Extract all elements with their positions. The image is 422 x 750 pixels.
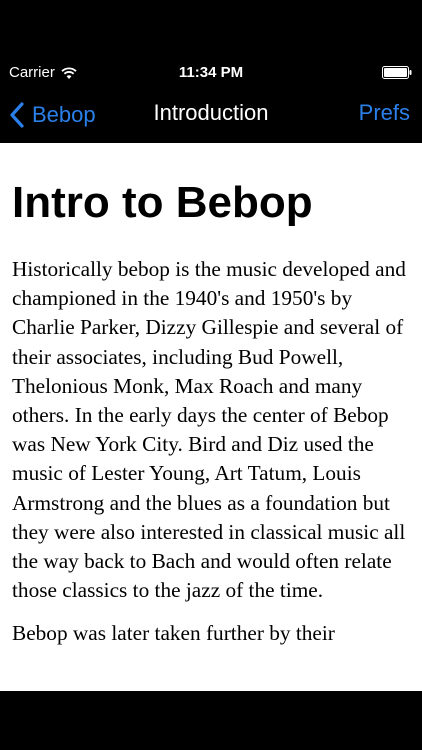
bottom-bar	[0, 691, 422, 750]
carrier-label: Carrier	[9, 64, 55, 81]
chevron-left-icon	[10, 102, 24, 128]
back-button-label: Bebop	[32, 102, 96, 127]
article-title: Intro to Bebop	[12, 178, 313, 227]
prefs-button[interactable]: Prefs	[358, 100, 410, 125]
nav-title: Introduction	[153, 100, 269, 125]
article-paragraph: Bebop was later taken further by their	[12, 621, 335, 646]
navigation-bar	[0, 88, 422, 142]
article-paragraph: Historically bebop is the music developed and championed in the 1940's and 1950's by Charlie Parker, Dizzy Gillespie and several of their associates, including Bud Powell, Thelonious Monk, Max Roach and many others. In the early days the center of Bebop was New York City. Bird and Diz used the music of Lester Young, Art Tatum, Louis Armstrong and the blues as a foundation but they were also interested in classical music all the way back to Bach and would often relate those classics to the jazz of the time.	[12, 257, 406, 603]
status-time: 11:34 PM	[178, 64, 244, 81]
battery-icon	[382, 66, 412, 79]
article-content[interactable]	[0, 143, 422, 691]
status-bar	[0, 0, 422, 44]
back-button[interactable]	[10, 98, 96, 132]
